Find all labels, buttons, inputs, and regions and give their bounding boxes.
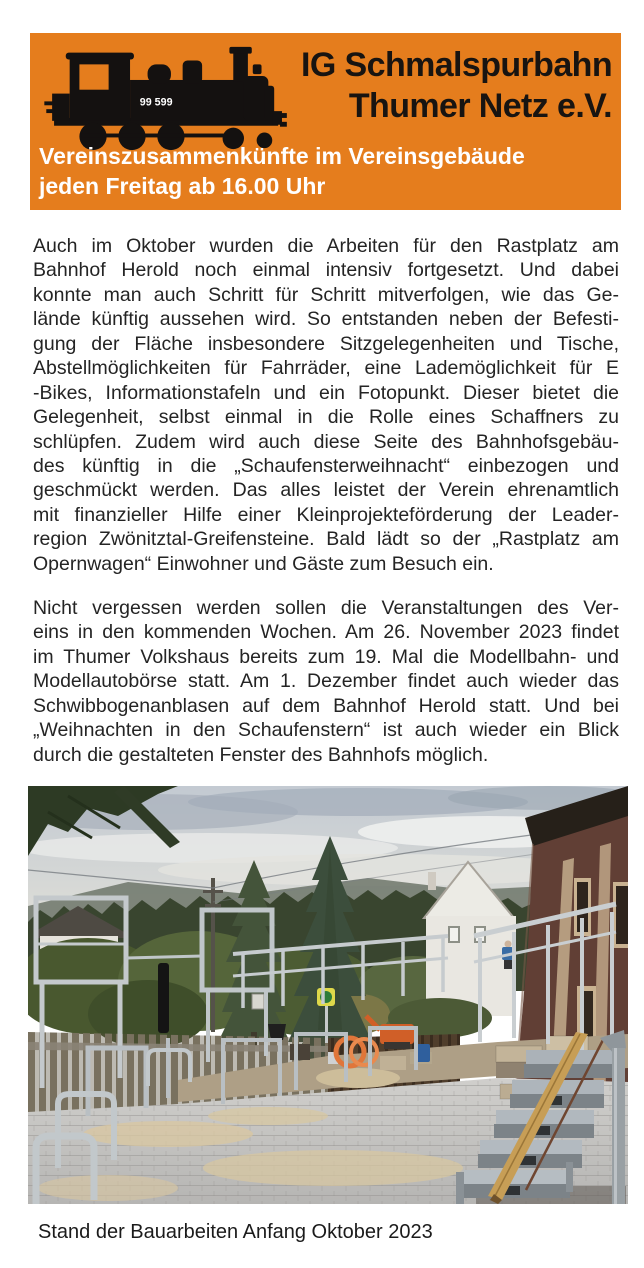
text-line: konnte man auch Schritt für Schritt mitverfolgen, wie das Ge- [33, 283, 619, 306]
text-line: Auch im Oktober wurden die Arbeiten für den Rastplatz am [33, 235, 619, 257]
meeting-info-line1: Vereinszusammenkünfte im Vereinsgebäude [39, 143, 525, 169]
photo-caption: Stand der Bauarbeiten Anfang Oktober 2023 [38, 1221, 433, 1243]
text-line: -Bikes, Informationstafeln und ein Fotopunkt. Dieser bietet die [33, 381, 619, 404]
text-line: Abstellmöglichkeiten für Fahrräder, eine Lademöglichkeit für E [33, 357, 619, 380]
text-line: Schwibbogenanblasen auf dem Bahnhof Herold statt. Und bei [33, 694, 619, 717]
text-line: lände künftig aussehen wird. So entstanden neben der Befesti- [33, 308, 619, 331]
text-line: durch die gestalteten Fenster des Bahnhofs möglich. [33, 743, 489, 766]
text-line: des künftig in die „Schaufensterweihnacht“ einbezogen und [33, 454, 619, 477]
text-line: Modellautobörse statt. Am 1. Dezember findet auch wieder das [33, 670, 619, 693]
text-line: „Weihnachten in den Schaufenstern“ ist auch wieder ein Blick [33, 719, 619, 742]
photo-illustration [28, 786, 628, 1204]
construction-site-photo [28, 786, 628, 1204]
meeting-info-line2: jeden Freitag ab 16.00 Uhr [39, 173, 326, 199]
club-name [301, 45, 612, 127]
text-line: im Thumer Volkshaus bereits zum 19. Mal die Modellbahn- und [33, 645, 619, 668]
text-line: eins in den kommenden Wochen. Am 26. November 2023 findet [33, 621, 619, 644]
locomotive-number: 99 599 [139, 96, 173, 109]
body-paragraph-2 [33, 596, 619, 767]
club-banner [30, 33, 621, 210]
text-line: region Zwönitztal-Greifensteine. Bald lädt so der „Rastplatz am [33, 528, 619, 551]
text-line: geschmückt werden. Das alles leistet der Verein ehrenamtlich [33, 479, 619, 502]
club-name-line2: Thumer Netz e.V. [348, 87, 612, 125]
club-name-line1: IG Schmalspurbahn [301, 46, 612, 84]
steam-locomotive-silhouette [40, 41, 298, 153]
black-bollard [158, 963, 169, 1033]
text-line: Gelegenheit, selbst einmal in die Rolle eines Schaffners zu [33, 406, 619, 429]
small-white-sign [252, 994, 264, 1009]
text-line: Opernwagen“ Einwohner und Gäste zum Besuch ein. [33, 552, 494, 575]
black-bucket [268, 1024, 286, 1040]
text-line: Nicht vergessen werden sollen die Veranstaltungen des Ver- [33, 597, 619, 619]
text-line: mit finanzieller Hilfe einer Kleinprojekteförderung der Leader- [33, 503, 619, 526]
locomotive-logo-icon [40, 41, 298, 153]
text-line: schlüpfen. Zudem wird auch diese Seite des Bahnhofsgebäu- [33, 430, 619, 453]
body-paragraph-1 [33, 234, 619, 576]
meeting-info [39, 141, 525, 201]
text-line: Bahnhof Herold noch einmal intensiv fortgesetzt. Und dabei [33, 259, 619, 282]
text-line: gung der Fläche insbesondere Sitzgelegenheiten und Tische, [33, 332, 619, 355]
